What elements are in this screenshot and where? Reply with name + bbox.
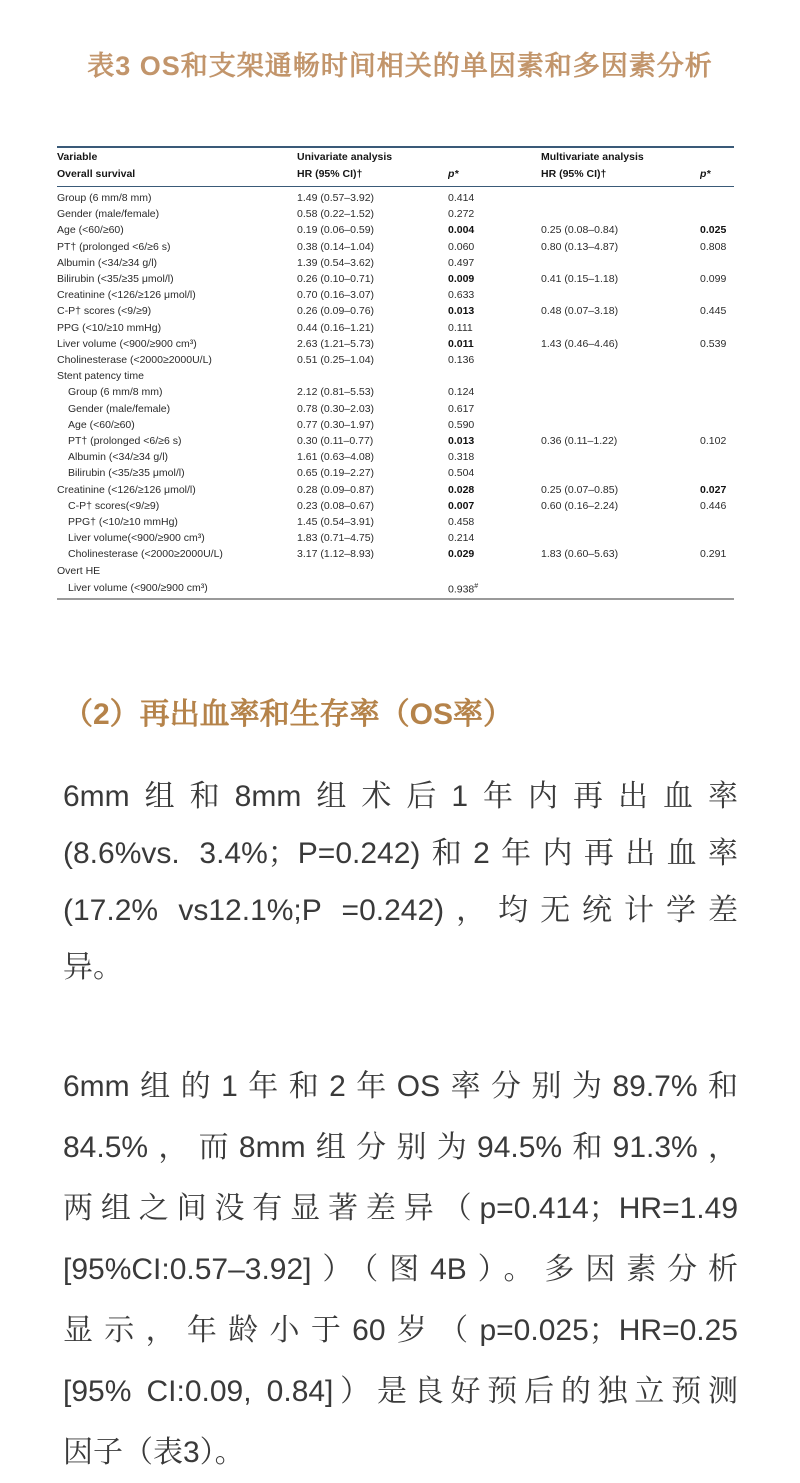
table-row: PT† (prolonged <6/≥6 s) 0.38 (0.14–1.04) 0.060 0.80 (0.13–4.87) 0.808 (57, 240, 727, 253)
table-row: Liver volume (<900/≥900 cm³) 0.938# (68, 582, 479, 596)
paragraph-rebleeding (63, 768, 738, 996)
header-hr-ci-multivariate: HR (95% CI)† (541, 165, 700, 187)
paragraph-os-rate (63, 1056, 738, 1483)
table-row: Group (6 mm/8 mm) 1.49 (0.57–3.92) 0.414 (57, 192, 475, 204)
header-p-univariate: p* (448, 165, 541, 187)
text-line: [95% CI:0.09, 0.84]）是良好预后的独立预测 (63, 1375, 738, 1408)
text-line: 异。 (63, 951, 123, 984)
text-line: 84.5%，而8mm组分别为94.5%和91.3%， (63, 1131, 738, 1164)
header-variable: Variable (57, 151, 98, 163)
header-hr-ci-univariate: HR (95% CI)† (297, 165, 448, 187)
table-row: Liver volume (<900/≥900 cm³) 2.63 (1.21–5.73) 0.011 1.43 (0.46–4.46) 0.539 (57, 337, 727, 350)
univariate-multivariate-table (57, 146, 734, 600)
table-row: PT† (prolonged <6/≥6 s) 0.30 (0.11–0.77) 0.013 0.36 (0.11–1.22) 0.102 (68, 435, 727, 448)
table-row: PPG† (<10/≥10 mmHg) 1.45 (0.54–3.91) 0.458 (68, 516, 475, 529)
table-body (57, 187, 734, 599)
table-header-row-columns (57, 165, 734, 187)
header-overall-survival: Overall survival (57, 165, 297, 187)
page-title: 表3 OS和支架通畅时间相关的单因素和多因素分析 (87, 51, 713, 81)
table-row: Cholinesterase (<2000≥2000U/L) 0.51 (0.25–1.04) 0.136 (57, 354, 475, 367)
table-header-row-groups (57, 147, 734, 165)
overt-he-p-value: 0.938 (448, 583, 475, 596)
section-heading: （2）再出血率和生存率（OS率） (63, 698, 514, 731)
table-row: Albumin (<34/≥34 g/l) 1.61 (0.63–4.08) 0.318 (68, 451, 475, 464)
table-row: Cholinesterase (<2000≥2000U/L) 3.17 (1.12–8.93) 0.029 1.83 (0.60–5.63) 0.291 (68, 548, 727, 561)
text-line: 6mm组和8mm组术后1年内再出血率 (63, 780, 738, 813)
text-line: 因子（表3）。 (63, 1436, 245, 1469)
article-body (63, 694, 738, 1483)
table-row: Gender (male/female) 0.78 (0.30–2.03) 0.617 (68, 402, 475, 415)
header-p-multivariate: p* (700, 165, 734, 187)
text-line: 显示，年龄小于60岁（p=0.025；HR=0.25 (63, 1314, 738, 1347)
results-table (57, 146, 734, 600)
table-row: Gender (male/female) 0.58 (0.22–1.52) 0.272 (57, 208, 475, 221)
table-row: Bilirubin (<35/≥35 μmol/l) 0.26 (0.10–0.71) 0.009 0.41 (0.15–1.18) 0.099 (57, 273, 727, 286)
text-line: [95%CI:0.57–3.92]）（图4B）。多因素分析 (63, 1253, 738, 1286)
header-multivariate-analysis: Multivariate analysis (541, 151, 644, 163)
table-row: Age (<60/≥60) 0.19 (0.06–0.59) 0.004 0.25 (0.08–0.84) 0.025 (57, 224, 727, 237)
table-row: Liver volume(<900/≥900 cm³) 1.83 (0.71–4.75) 0.214 (68, 532, 475, 545)
table-row: Creatinine (<126/≥126 μmol/l) 0.28 (0.09–0.87) 0.028 0.25 (0.07–0.85) 0.027 (57, 483, 727, 496)
table-row: Albumin (<34/≥34 g/l) 1.39 (0.54–3.62) 0.497 (57, 256, 475, 269)
table-section-row: Overt HE (57, 564, 101, 577)
table-row: C-P† scores (<9/≥9) 0.26 (0.09–0.76) 0.013 0.48 (0.07–3.18) 0.445 (57, 305, 727, 318)
table-row: C-P† scores(<9/≥9) 0.23 (0.08–0.67) 0.007 0.60 (0.16–2.24) 0.446 (68, 499, 727, 512)
table-row: Creatinine (<126/≥126 μmol/l) 0.70 (0.16–3.07) 0.633 (57, 289, 475, 302)
table-section-row: Stent patency time (57, 370, 144, 383)
text-line: (17.2% vs12.1%;P =0.242)，均无统计学差 (63, 894, 738, 927)
table-row: Group (6 mm/8 mm) 2.12 (0.81–5.53) 0.124 (68, 386, 475, 399)
header-univariate-analysis: Univariate analysis (297, 151, 393, 163)
table-row: Age (<60/≥60) 0.77 (0.30–1.97) 0.590 (68, 418, 475, 431)
text-line: (8.6%vs. 3.4%；P=0.242)和2年内再出血率 (63, 837, 738, 870)
table-row: PPG (<10/≥10 mmHg) 0.44 (0.16–1.21) 0.111 (57, 321, 473, 334)
table-header (57, 147, 734, 187)
footnote-marker: # (474, 582, 479, 590)
text-line: 两组之间没有显著差异（p=0.414；HR=1.49 (63, 1192, 738, 1225)
text-line: 6mm组的1年和2年OS率分别为89.7%和 (63, 1070, 738, 1103)
table-row: Bilirubin (<35/≥35 μmol/l) 0.65 (0.19–2.27) 0.504 (68, 467, 475, 480)
